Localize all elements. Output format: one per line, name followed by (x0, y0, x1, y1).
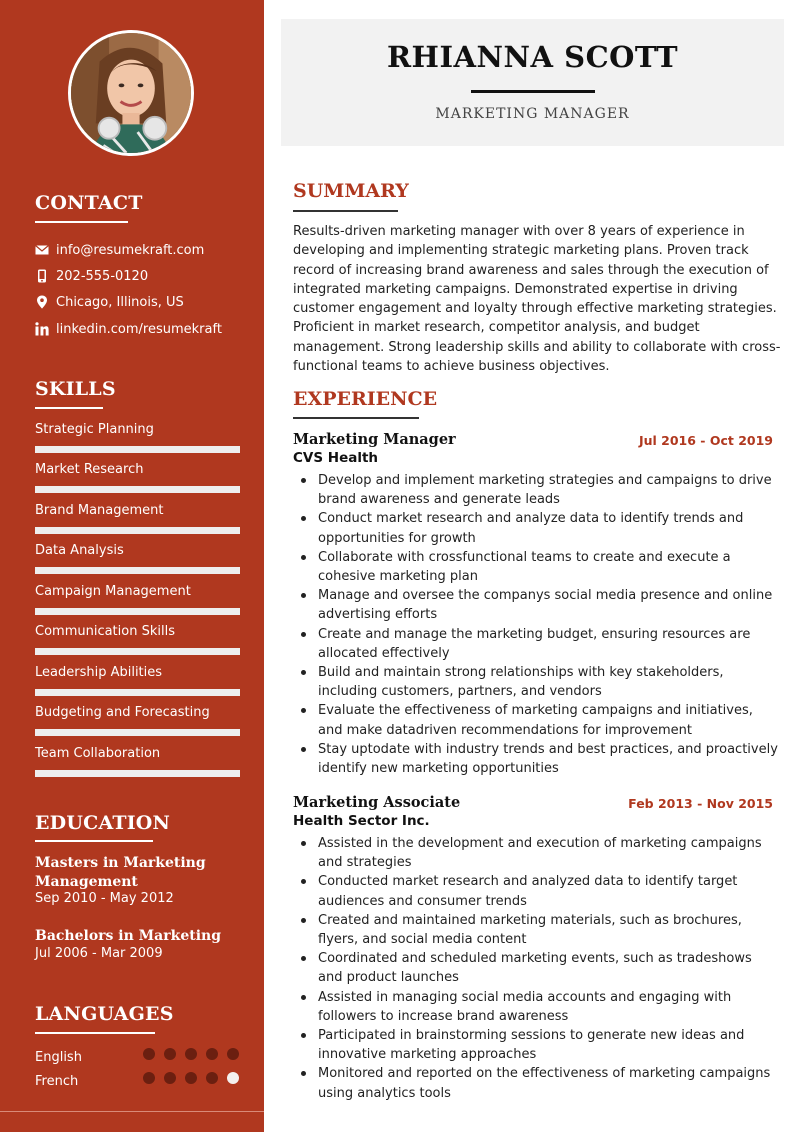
contact-email[interactable] (35, 241, 204, 259)
job-dates: Feb 2013 - Nov 2015 (628, 796, 773, 811)
languages-heading: LANGUAGES (35, 1003, 174, 1025)
skill-label: Market Research (35, 462, 144, 477)
job-bullets (300, 834, 778, 1103)
skill-bar-fill (35, 770, 240, 777)
skill-item (35, 664, 240, 682)
skill-bar-fill (35, 608, 240, 615)
header (281, 19, 784, 146)
skill-item (35, 583, 240, 601)
skills-heading: SKILLS (35, 378, 116, 400)
job-company: Health Sector Inc. (293, 813, 430, 829)
profile-photo (71, 33, 191, 153)
skill-bar (35, 486, 240, 493)
person-title: MARKETING MANAGER (435, 106, 630, 122)
education-dates: Jul 2006 - Mar 2009 (35, 946, 163, 961)
job-header (293, 431, 773, 451)
contact-phone[interactable] (35, 267, 148, 285)
skill-label: Brand Management (35, 503, 164, 518)
skill-item (35, 502, 240, 520)
language-rating (143, 1072, 248, 1084)
summary-rule (293, 210, 398, 212)
language-name: English (35, 1050, 82, 1065)
rating-dot-filled (227, 1048, 239, 1060)
name-underline (471, 90, 595, 93)
contact-rule (35, 221, 128, 223)
job-bullet: Conduct market research and analyze data to identify trends and opportunities for growth (300, 509, 778, 547)
skill-item (35, 421, 240, 439)
rating-dot-filled (185, 1072, 197, 1084)
skill-bar-fill (35, 689, 240, 696)
skill-bar-fill (35, 729, 240, 736)
rating-dot-filled (185, 1048, 197, 1060)
job-bullet: Stay uptodate with industry trends and best practices, and proactively identify new marketing opportunities (300, 740, 778, 778)
rating-dot-filled (206, 1072, 218, 1084)
skill-bar (35, 567, 240, 574)
job-bullet: Manage and oversee the companys social media presence and online advertising efforts (300, 586, 778, 624)
skill-bar-fill (35, 527, 240, 534)
education-rule (35, 840, 153, 842)
job-bullet: Assisted in the development and execution of marketing campaigns and strategies (300, 834, 778, 872)
contact-linkedin[interactable] (35, 320, 222, 338)
skill-label: Leadership Abilities (35, 665, 163, 680)
skill-label: Data Analysis (35, 543, 124, 558)
rating-dot-filled (143, 1048, 155, 1060)
contact-linkedin-text: linkedin.com/resumekraft (56, 321, 222, 337)
job-bullet: Monitored and reported on the effectiveness of marketing campaigns using analytics tools (300, 1064, 778, 1102)
language-row (35, 1046, 240, 1065)
education-degree: Masters in Marketing Management (35, 855, 206, 890)
linkedin-icon (35, 322, 49, 336)
summary-heading: SUMMARY (293, 180, 409, 202)
job-bullets (300, 471, 778, 778)
skill-bar (35, 648, 240, 655)
job-dates: Jul 2016 - Oct 2019 (638, 433, 773, 448)
skill-bar-fill (35, 648, 240, 655)
rating-dot-filled (143, 1072, 155, 1084)
skill-item (35, 542, 240, 560)
job-bullet: Create and manage the marketing budget, ensuring resources are allocated effectively (300, 625, 778, 663)
job-bullet: Participated in brainstorming sessions to generate new ideas and innovative marketing approaches (300, 1026, 778, 1064)
skill-bar-fill (35, 446, 240, 453)
language-row (35, 1070, 240, 1089)
skill-label: Team Collaboration (35, 746, 161, 761)
location-pin-icon (35, 295, 49, 309)
phone-icon (35, 269, 49, 283)
skill-item (35, 745, 240, 763)
sidebar-bottom-divider (0, 1111, 264, 1112)
experience-rule (293, 417, 419, 419)
skill-label: Budgeting and Forecasting (35, 705, 210, 720)
avatar (68, 30, 194, 156)
education-dates: Sep 2010 - May 2012 (35, 891, 174, 906)
contact-email-text: info@resumekraft.com (56, 242, 205, 258)
job-bullet: Created and maintained marketing materials, such as brochures, flyers, and social media content (300, 911, 778, 949)
contact-phone-text: 202-555-0120 (56, 268, 149, 284)
skill-bar-fill (35, 567, 240, 574)
skill-bar (35, 446, 240, 453)
job-bullet: Collaborate with crossfunctional teams to create and execute a cohesive marketing plan (300, 548, 778, 586)
education-heading: EDUCATION (35, 812, 171, 834)
job-bullet: Build and maintain strong relationships with key stakeholders, including customers, partners, and vendors (300, 663, 778, 701)
skill-bar (35, 770, 240, 777)
skill-label: Strategic Planning (35, 422, 154, 437)
sidebar (0, 0, 264, 1132)
language-rating (143, 1048, 248, 1060)
education-degree: Bachelors in Marketing (35, 928, 221, 944)
job-bullet: Assisted in managing social media accounts and engaging with followers to increase brand awareness (300, 988, 778, 1026)
summary-text: Results-driven marketing manager with over 8 years of experience in developing and implementing strategic marketing plans. Proven track record of increasing brand awareness and sales through the execution of integrated marketing campaigns. Demonstrated expertise in driving customer engagement and loyalty through effective marketing strategies. Proficient in market research, competitor analysis, and budget management. Strong leadership skills and ability to collaborate with cross-functional teams to achieve business objectives. (293, 224, 781, 375)
job-header (293, 794, 773, 814)
rating-dot-filled (206, 1048, 218, 1060)
skill-item (35, 623, 240, 641)
languages-rule (35, 1032, 155, 1034)
contact-location-text: Chicago, Illinois, US (56, 294, 184, 310)
skills-rule (35, 407, 103, 409)
skill-bar (35, 729, 240, 736)
job-role: Marketing Associate (293, 794, 461, 811)
contact-location (35, 293, 184, 311)
rating-dot-filled (164, 1072, 176, 1084)
person-name: RHIANNA SCOTT (386, 40, 679, 74)
job-bullet: Conducted market research and analyzed data to identify target audiences and consumer trends (300, 872, 778, 910)
job-bullet: Evaluate the effectiveness of marketing campaigns and initiatives, and make datadriven recommendations for improvement (300, 701, 778, 739)
job-bullet: Coordinated and scheduled marketing events, such as tradeshows and product launches (300, 949, 778, 987)
skill-bar (35, 608, 240, 615)
job-company: CVS Health (293, 450, 379, 466)
skill-item (35, 704, 240, 722)
skill-bar (35, 527, 240, 534)
skill-label: Communication Skills (35, 624, 175, 639)
job-bullet: Develop and implement marketing strategies and campaigns to drive brand awareness and generate leads (300, 471, 778, 509)
email-icon (35, 243, 49, 257)
contact-heading: CONTACT (35, 192, 143, 214)
language-name: French (35, 1074, 79, 1089)
rating-dot-filled (164, 1048, 176, 1060)
skill-bar (35, 689, 240, 696)
skill-item (35, 461, 240, 479)
experience-heading: EXPERIENCE (293, 388, 438, 410)
skill-bar-fill (35, 486, 240, 493)
job-role: Marketing Manager (293, 431, 456, 448)
skill-label: Campaign Management (35, 584, 191, 599)
rating-dot-empty (227, 1072, 239, 1084)
